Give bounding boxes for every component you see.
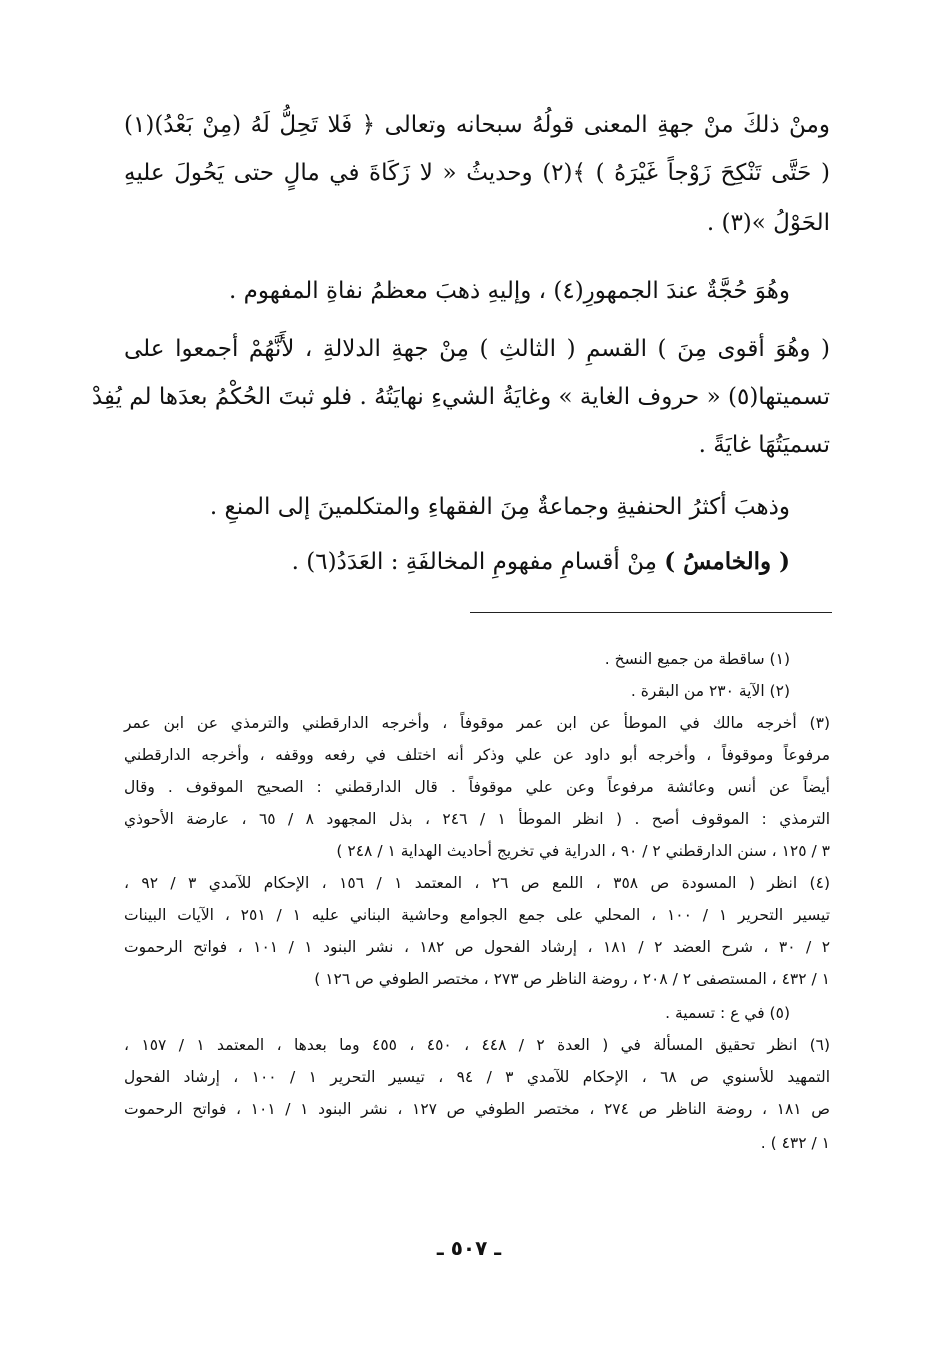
- footnote-6: ١ / ٤٣٢ ) .: [760, 1134, 830, 1152]
- footnote-5: (٥) في ع : تسمية .: [665, 1004, 790, 1022]
- text-line: ومنْ ذلكَ منْ جهةِ المعنى قولُهُ سبحانه وتعالى ﴿ فَلا تَحِلُّ لَهُ (مِنْ بَعْدُ)(١): [124, 112, 830, 138]
- text-line: الحَوْلُ »(٣) .: [706, 210, 830, 236]
- footnote-4: تيسير التحرير ١ / ١٠٠ ، المحلي على جمع الجوامع وحاشية البناني عليه ١ / ٢٥١ ، الآيات البينات: [124, 906, 831, 924]
- footnote-6: ص ١٨١ ، روضة الناظر ص ٢٧٤ ، مختصر الطوفي ص ١٢٧ ، نشر البنود ١ / ١٠١ ، فواتح الرحموت: [124, 1100, 830, 1118]
- footnote-4: ١ / ٤٣٢ ، المستصفى ٢ / ٢٠٨ ، روضة الناظر ص ٢٧٣ ، مختصر الطوفي ص ١٢٦ ): [314, 970, 830, 988]
- footnote-1: (١) ساقطة من جميع النسخ .: [604, 650, 790, 668]
- text-line: تسميَتُهَا غايَةً .: [698, 432, 830, 458]
- text-line: ( حَتَّى تَنْكِحَ زَوْجاً غَيْرَهُ ) ﴾(٢) وحديثُ « لا زَكَاةَ في مالٍ حتى يَحُولَ عليهِ: [124, 160, 830, 186]
- text-line: تسميتها(٥) « حروف الغاية » وغايَةُ الشيءِ نهايَتُهُ . فلو ثبتَ الحُكْمُ بعدَها لم يُفِدْ: [91, 384, 830, 410]
- footnote-4: (٤) انظر ( المسودة ص ٣٥٨ ، اللمع ص ٢٦ ، المعتمد ١ / ١٥٦ ، الإحكام للآمدي ٣ / ٩٢ ،: [124, 874, 830, 892]
- page-number: ـ ٥٠٧ ـ: [436, 1236, 502, 1260]
- footnote-divider: [470, 612, 832, 613]
- text-line: ( وهُوَ أقوى مِنَ ) القسمِ ( الثالثِ ) مِنْ جهةِ الدلالةِ ، لأَنَّهُمْ أجمعوا على: [124, 336, 830, 362]
- footnote-4: ٢ / ٣٠ ، شرح العضد ٢ / ١٨١ ، إرشاد الفحول ص ١٨٢ ، نشر البنود ١ / ١٠١ ، فواتح الرحموت: [124, 938, 831, 956]
- text-line: [292, 548, 790, 575]
- section-heading: ( والخامسُ ): [664, 548, 790, 575]
- footnote-6: (٦) انظر تحقيق المسألة في ( العدة ٢ / ٤٤٨ ، ٤٥٠ ، ٤٥٥ وما بعدها ، المعتمد ١ / ١٥٧ ،: [124, 1036, 831, 1054]
- section-text: مِنْ أقسامِ مفهومِ المخالفَةِ : العَدَدُ(٦) .: [291, 549, 657, 575]
- footnote-3: مرفوعاً وموقوفاً ، وأخرجه أبو داود عن علي وذكر أنه اختلف في رفعه ووقفه ، وأخرجه الدارقطني: [124, 746, 830, 764]
- footnote-3: ٣ / ١٢٥ ، سنن الدارقطني ٢ / ٩٠ ، الدراية في تخريج أحاديث الهداية ١ / ٢٤٨ ): [336, 842, 830, 860]
- text-line: وهُوَ حُجَّةٌ عندَ الجمهورِ(٤) ، وإليهِ ذهبَ معظمُ نفاةِ المفهوم .: [228, 278, 790, 304]
- text-line: وذهبَ أكثرُ الحنفيةِ وجماعةٌ مِنَ الفقهاءِ والمتكلمينَ إلى المنعِ .: [209, 494, 790, 520]
- footnote-3: (٣) أخرجه مالك في الموطأ عن ابن عمر موقوفاً ، وأخرجه الدارقطني والترمذي عن ابن عمر: [124, 714, 830, 732]
- footnote-2: (٢) الآية ٢٣٠ من البقرة .: [630, 682, 790, 700]
- footnote-3: أيضاً عن أنس وعائشة مرفوعاً وعن علي موقوفاً . قال الدارقطني : الصحيح الموقوف . وقال: [124, 778, 830, 796]
- footnote-3: الترمذي : الموقوف أصح . ( انظر الموطأ ١ / ٢٤٦ ، بذل المجهود ٨ / ٦٥ ، عارضة الأحوذي: [124, 810, 831, 828]
- footnote-6: التمهيد للأسنوي ص ٦٨ ، الإحكام للآمدي ٣ / ٩٤ ، تيسير التحرير ١ / ١٠٠ ، إرشاد الفحول: [124, 1068, 830, 1086]
